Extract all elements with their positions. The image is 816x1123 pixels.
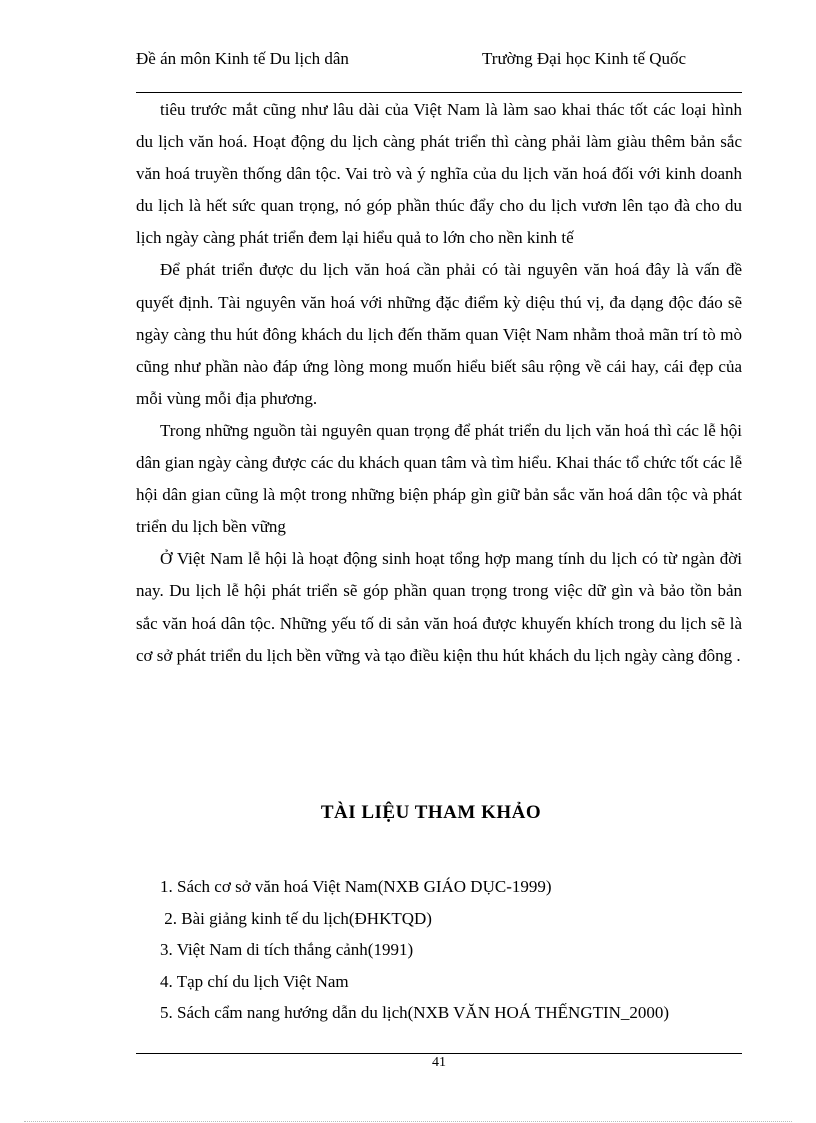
paragraph-2: Để phát triển được du lịch văn hoá cần phải có tài nguyên văn hoá đây là vấn đề quyết định. Tài nguyên văn hoá với những đặc điểm kỳ diệu thú vị, đa dạng độc đáo sẽ ngày càng thu hút đông khách du lịch đến thăm quan Việt Nam nhằm thoả mãn trí tò mò cũng như phần nào đáp ứng lòng mong muốn hiểu biết sâu rộng về cái hay, cái đẹp của mỗi vùng mỗi địa phương. — [136, 260, 742, 408]
page-bottom-edge — [24, 1121, 792, 1122]
references-list — [160, 871, 669, 1029]
header-university-name: Trường Đại học Kinh tế Quốc — [482, 49, 687, 68]
references-heading: TÀI LIỆU THAM KHẢO — [320, 802, 542, 823]
reference-item: 4. Tạp chí du lịch Việt Nam — [160, 971, 349, 991]
reference-item: 2. Bài giảng kinh tế du lịch(ĐHKTQD) — [160, 908, 432, 928]
body-text — [136, 94, 742, 672]
reference-item: 5. Sách cẩm nang hướng dẫn du lịch(NXB VĂN HOÁ THẾNGTIN_2000) — [160, 1003, 670, 1022]
footer-divider — [136, 1053, 742, 1054]
header-course-title: Đề án môn Kinh tế Du lịch dân — [136, 49, 349, 68]
page-header — [136, 48, 742, 93]
reference-item: 3. Việt Nam di tích thắng cảnh(1991) — [160, 940, 414, 959]
paragraph-4: Ở Việt Nam lễ hội là hoạt động sinh hoạt tổng hợp mang tính du lịch có từ ngàn đời nay. Du lịch lễ hội phát triển sẽ góp phần quan trọng trong việc dữ gìn và bảo tồn bản sắc văn hoá dân tộc. Những yếu tố di sản văn hoá được khuyến khích trong du lịch sẽ là cơ sở phát triển du lịch bền vững và tạo điều kiện thu hút khách du lịch ngày càng đông . — [136, 549, 742, 665]
paragraph-1: tiêu trước mắt cũng như lâu dài của Việt Nam là làm sao khai thác tốt các loại hình du lịch văn hoá. Hoạt động du lịch càng phát triển thì càng phải làm giàu thêm bản sắc văn hoá truyền thống dân tộc. Vai trò và ý nghĩa của du lịch văn hoá đối với kinh doanh du lịch là hết sức quan trọng, nó góp phần thúc đẩy cho du lịch vươn lên tạo đà cho du lịch ngày càng phát triển đem lại hiểu quả to lớn cho nền kinh tế — [136, 100, 742, 248]
paragraph-3: Trong những nguồn tài nguyên quan trọng để phát triển du lịch văn hoá thì các lễ hội dân gian ngày càng được các du khách quan tâm và tìm hiểu. Khai thác tổ chức tốt các lễ hội dân gian cũng là một trong những biện pháp gìn giữ bản sắc văn hoá dân tộc và phát triển du lịch bền vững — [136, 420, 742, 537]
reference-item: 1. Sách cơ sở văn hoá Việt Nam(NXB GIÁO DỤC-1999) — [160, 877, 552, 896]
page-number: 41 — [432, 1055, 446, 1070]
